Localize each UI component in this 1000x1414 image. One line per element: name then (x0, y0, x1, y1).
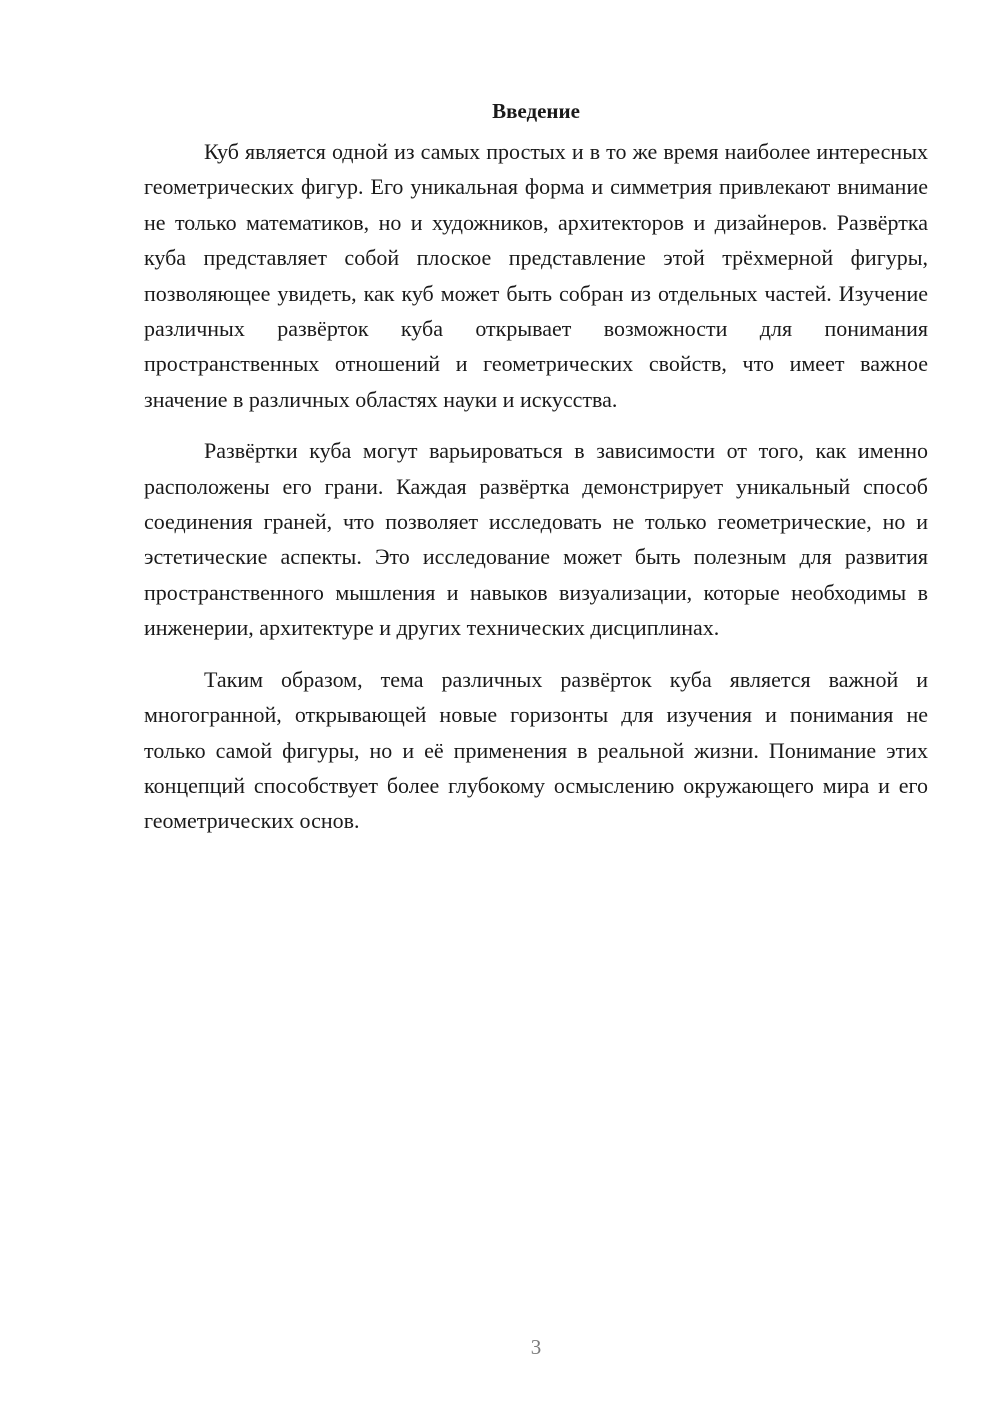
paragraph-1: Куб является одной из самых простых и в то же время наиболее интересных геометрических фигур. Его уникальная форма и симметрия привлекают внимание не только математиков, но и художников, архитекторов и дизайнеров. Развёртка куба представляет собой плоское представление этой трёхмерной фигуры, позволяющее увидеть, как куб может быть собран из отдельных частей. Изучение различных развёрток куба открывает возможности для понимания пространственных отношений и геометрических свойств, что имеет важное значение в различных областях науки и искусства. (144, 139, 928, 412)
paragraph-3: Таким образом, тема различных развёрток куба является важной и многогранной, открывающей новые горизонты для изучения и понимания не только самой фигуры, но и её применения в реальной жизни. Понимание этих концепций способствует более глубокому осмыслению окружающего мира и его геометрических основ. (144, 666, 928, 834)
page-content (144, 96, 928, 855)
section-heading: Введение (492, 99, 580, 123)
paragraph-2: Развёртки куба могут варьироваться в зависимости от того, как именно расположены его грани. Каждая развёртка демонстрирует уникальный способ соединения граней, что позволяет исследовать не только геометрические, но и эстетические аспекты. Это исследование может быть полезным для развития пространственного мышления и навыков визуализации, которые необходимы в инженерии, архитектуре и других технических дисциплинах. (144, 438, 928, 641)
page-number: 3 (530, 1335, 542, 1359)
